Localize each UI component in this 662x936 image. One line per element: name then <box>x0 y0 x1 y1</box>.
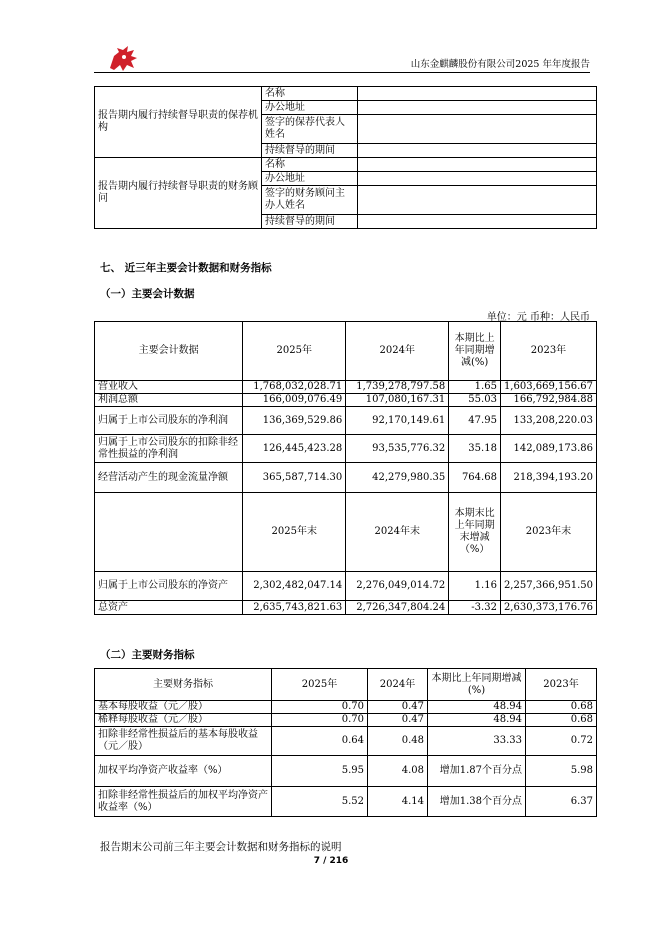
value-cell: 1,739,278,797.58 <box>346 381 449 394</box>
field-value <box>358 186 597 215</box>
header-cell <box>95 493 243 572</box>
value-cell: 166,792,984.88 <box>500 394 596 407</box>
page-number: 7 / 216 <box>313 856 349 866</box>
value-cell: 2,635,743,821.63 <box>243 601 346 615</box>
value-cell: 0.68 <box>526 701 597 714</box>
field-label: 名称 <box>262 158 358 172</box>
header-cell: 2023年末 <box>500 493 596 572</box>
header-cell: 主要财务指标 <box>95 669 272 701</box>
value-cell: 2,257,366,951.50 <box>500 572 596 601</box>
row-label: 营业收入 <box>95 381 243 394</box>
value-cell: 33.33 <box>428 727 526 756</box>
table-row <box>95 572 597 601</box>
value-cell: 365,587,714.30 <box>243 463 346 493</box>
value-cell: 增加1.87个百分点 <box>428 756 526 787</box>
value-cell: 1.65 <box>449 381 501 394</box>
field-label: 名称 <box>262 87 358 101</box>
field-label: 持续督导的期间 <box>262 215 358 229</box>
value-cell: 42,279,980.35 <box>346 463 449 493</box>
header-cell: 2025年 <box>243 322 346 381</box>
row-label: 利润总额 <box>95 394 243 407</box>
table-row <box>95 381 597 394</box>
unit-label: 单位：元 币种：人民币 <box>486 312 590 323</box>
value-cell: 35.18 <box>449 435 501 463</box>
table-row <box>95 714 597 727</box>
accounting-data-table <box>94 321 597 615</box>
financial-indicators-table <box>94 668 597 817</box>
header-divider <box>94 72 590 73</box>
row-label: 基本每股收益（元／股） <box>95 701 272 714</box>
row-label: 归属于上市公司股东的净利润 <box>95 407 243 435</box>
value-cell: 5.95 <box>272 756 368 787</box>
value-cell: 0.70 <box>272 714 368 727</box>
value-cell: 142,089,173.86 <box>500 435 596 463</box>
header-cell: 2025年 <box>272 669 368 701</box>
value-cell: 0.72 <box>526 727 597 756</box>
value-cell: 2,630,373,176.76 <box>500 601 596 615</box>
table-header-row <box>95 322 597 381</box>
value-cell: 4.08 <box>368 756 428 787</box>
table-row <box>95 394 597 407</box>
table-row <box>95 158 597 172</box>
table-row <box>95 435 597 463</box>
table-row <box>95 87 597 101</box>
value-cell: 48.94 <box>428 701 526 714</box>
field-label: 持续督导的期间 <box>262 144 358 158</box>
sponsor-group-label: 报告期内履行持续督导职责的保荐机构 <box>95 87 262 158</box>
value-cell: 0.47 <box>368 714 428 727</box>
field-value <box>358 172 597 186</box>
row-label: 加权平均净资产收益率（%） <box>95 756 272 787</box>
field-value <box>358 101 597 115</box>
field-label: 办公地址 <box>262 101 358 115</box>
field-value <box>358 87 597 101</box>
value-cell: 5.52 <box>272 787 368 817</box>
field-value <box>358 115 597 144</box>
value-cell: 133,208,220.03 <box>500 407 596 435</box>
field-value <box>358 144 597 158</box>
row-label: 经营活动产生的现金流量净额 <box>95 463 243 493</box>
value-cell: 93,535,776.32 <box>346 435 449 463</box>
header-cell: 2025年末 <box>243 493 346 572</box>
table-row <box>95 601 597 615</box>
value-cell: 4.14 <box>368 787 428 817</box>
row-label: 总资产 <box>95 601 243 615</box>
table-row <box>95 407 597 435</box>
value-cell: 2,726,347,804.24 <box>346 601 449 615</box>
row-label: 扣除非经常性损益后的加权平均净资产收益率（%） <box>95 787 272 817</box>
sponsor-group-label: 报告期内履行持续督导职责的财务顾问 <box>95 158 262 229</box>
field-value <box>358 158 597 172</box>
row-label: 归属于上市公司股东的净资产 <box>95 572 243 601</box>
value-cell: 136,369,529.86 <box>243 407 346 435</box>
value-cell: 764.68 <box>449 463 501 493</box>
value-cell: 48.94 <box>428 714 526 727</box>
header-title: 山东金麒麟股份有限公司2025 年年度报告 <box>410 59 590 70</box>
table-row <box>95 701 597 714</box>
value-cell: 1.16 <box>449 572 501 601</box>
value-cell: 0.47 <box>368 701 428 714</box>
header-cell: 主要会计数据 <box>95 322 243 381</box>
table-header-row <box>95 669 597 701</box>
field-label: 签字的保荐代表人姓名 <box>262 115 358 144</box>
row-label: 稀释每股收益（元／股） <box>95 714 272 727</box>
field-label: 办公地址 <box>262 172 358 186</box>
header-cell: 2023年 <box>500 322 596 381</box>
subsection-heading: （二）主要财务指标 <box>100 649 195 661</box>
value-cell: 218,394,193.20 <box>500 463 596 493</box>
table-row <box>95 463 597 493</box>
subsection-heading: （一）主要会计数据 <box>100 288 195 300</box>
header-cell: 本期比上年同期增减(%) <box>449 322 501 381</box>
row-label: 扣除非经常性损益后的基本每股收益（元／股） <box>95 727 272 756</box>
value-cell: 5.98 <box>526 756 597 787</box>
field-label: 签字的财务顾问主办人姓名 <box>262 186 358 215</box>
value-cell: 107,080,167.31 <box>346 394 449 407</box>
header-cell: 本期比上年同期增减(%) <box>428 669 526 701</box>
value-cell: 1,603,669,156.67 <box>500 381 596 394</box>
value-cell: 0.68 <box>526 714 597 727</box>
header-cell: 2024年 <box>346 322 449 381</box>
sponsor-table <box>94 86 597 229</box>
header-cell: 2024年 <box>368 669 428 701</box>
value-cell: 0.64 <box>272 727 368 756</box>
header-cell: 2023年 <box>526 669 597 701</box>
section-heading: 七、 近三年主要会计数据和财务指标 <box>100 262 272 274</box>
table-header-row <box>95 493 597 572</box>
value-cell: 0.48 <box>368 727 428 756</box>
value-cell: 126,445,423.28 <box>243 435 346 463</box>
value-cell: 2,276,049,014.72 <box>346 572 449 601</box>
value-cell: 增加1.38个百分点 <box>428 787 526 817</box>
value-cell: 92,170,149.61 <box>346 407 449 435</box>
value-cell: 47.95 <box>449 407 501 435</box>
table-row <box>95 727 597 756</box>
company-logo-icon <box>106 44 140 74</box>
value-cell: -3.32 <box>449 601 501 615</box>
value-cell: 1,768,032,028.71 <box>243 381 346 394</box>
explanation-note: 报告期末公司前三年主要会计数据和财务指标的说明 <box>100 841 342 853</box>
value-cell: 6.37 <box>526 787 597 817</box>
row-label: 归属于上市公司股东的扣除非经常性损益的净利润 <box>95 435 243 463</box>
value-cell: 55.03 <box>449 394 501 407</box>
value-cell: 2,302,482,047.14 <box>243 572 346 601</box>
field-value <box>358 215 597 229</box>
table-row <box>95 756 597 787</box>
header-cell: 本期末比上年同期末增减（%） <box>449 493 501 572</box>
table-row <box>95 787 597 817</box>
header-cell: 2024年末 <box>346 493 449 572</box>
value-cell: 0.70 <box>272 701 368 714</box>
value-cell: 166,009,076.49 <box>243 394 346 407</box>
